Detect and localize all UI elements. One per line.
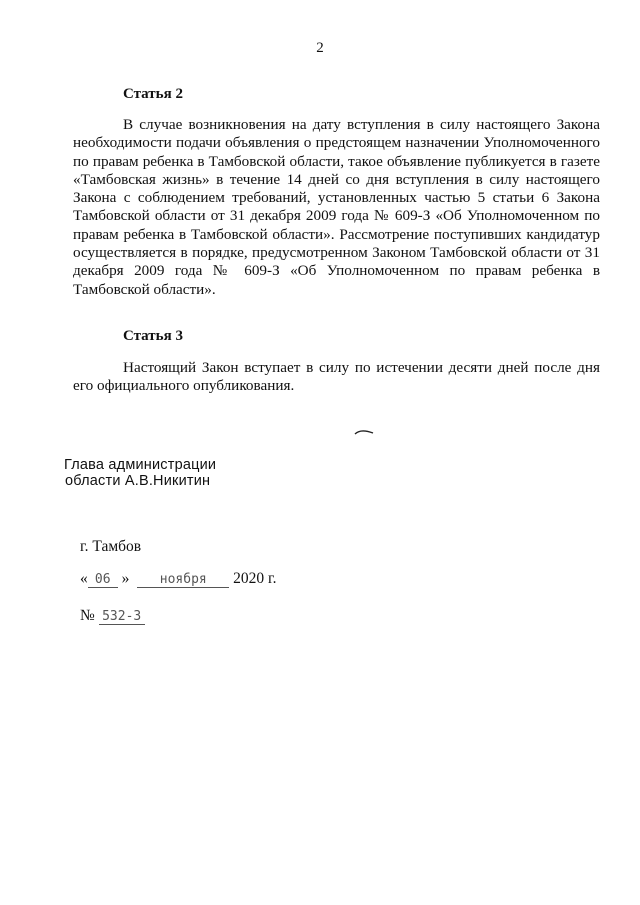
place: г. Тамбов	[80, 538, 142, 555]
date-month: ноября	[137, 573, 229, 588]
date-close-quote: »	[121, 570, 130, 587]
number-line	[80, 607, 145, 625]
article-2-heading: Статья 2	[123, 86, 183, 102]
page-number: 2	[316, 40, 324, 56]
date-line	[80, 570, 276, 588]
signature-title: Глава администрации	[64, 457, 217, 473]
article-3-heading: Статья 3	[123, 328, 183, 344]
date-year: 2020 г.	[233, 570, 277, 587]
date-open-quote: «	[80, 570, 88, 587]
number-value: 532-З	[99, 610, 145, 625]
signature-name: области А.В.Никитин	[65, 473, 211, 489]
article-2-text: В случае возникновения на дату вступления в силу настоящего Закона необходимости подачи объявления о предстоящем назначении Уполномоченного по правам ребенка в Тамбовской области, такое объявление публикуется в газете «Тамбовская жизнь» в течение 14 дней со дня вступления в силу настоящего Закона с соблюдением требований, установленных частью 5 статьи 6 Закона Тамбовской области от 31 декабря 2009 года № 609-З «Об Уполномоченном по правам ребенка в Тамбовской области». Рассмотрение поступивших кандидатур осуществляется в порядке, предусмотренном Законом Тамбовской области от 31 декабря 2009 года № 609-З «Об Уполномоченном по правам ребенка в Тамбовской области».	[73, 116, 600, 298]
number-label: №	[80, 607, 95, 624]
date-day: 06	[88, 573, 118, 588]
article-3-text: Настоящий Закон вступает в силу по истечении десяти дней после дня его официального опубликования.	[73, 359, 600, 395]
signature-mark	[353, 427, 375, 437]
signature-block	[64, 457, 216, 489]
